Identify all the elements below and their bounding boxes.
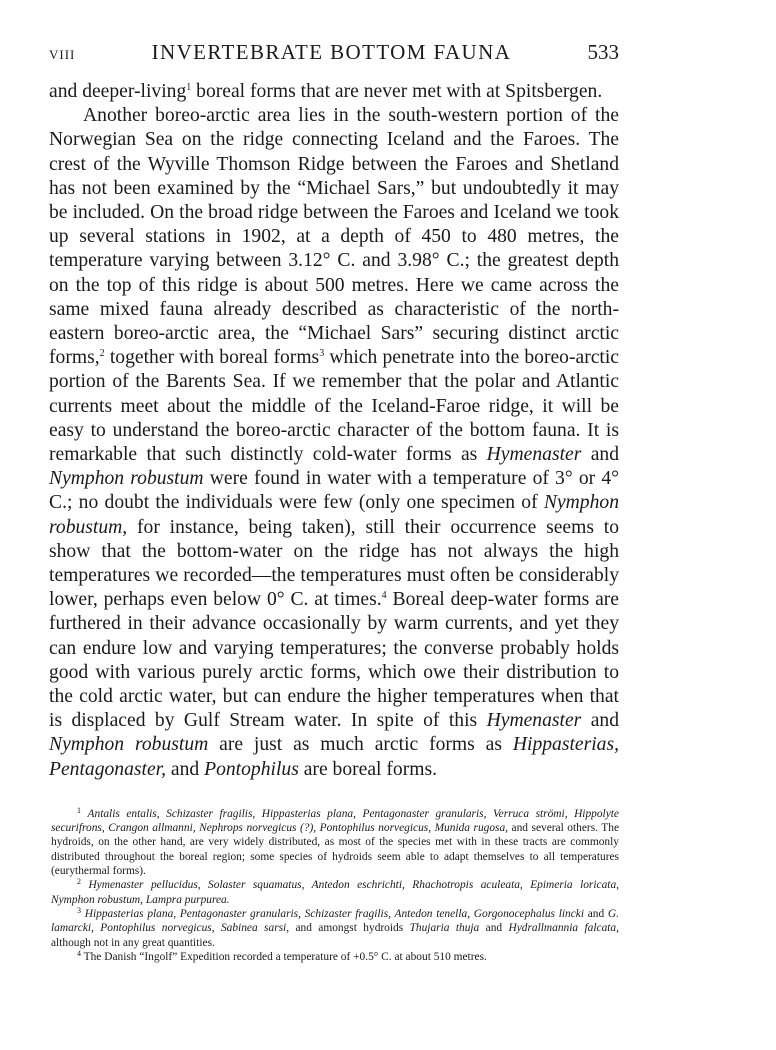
body-text (49, 80, 619, 782)
running-header (49, 40, 619, 72)
document-page (49, 40, 619, 964)
paragraph: Another boreo-arctic area lies in the south-western portion of the Norwegian Sea on the ridge connecting Iceland and the Faroes. The crest of the Wyville Thomson Ridge between the Faroes and Shetland has not been examined by the “Michael Sars,” but undoubtedly it may be included. On the broad ridge between the Faroes and Iceland we took up several stations in 1902, at a depth of 450 to 480 metres, the temperature varying between 3.12° C. and 3.98° C.; the greatest depth on the top of this ridge is about 500 metres. Here we came across the same mixed fauna already described as characteristic of the north-eastern boreo-arctic area, the “Michael Sars” securing distinct arctic forms,$^2$ together with boreal forms$^3$ which penetrate into the boreo-arctic portion of the Barents Sea. If we remember that the polar and Atlantic currents meet about the middle of the Iceland-Faroe ridge, it will be easy to understand the boreo-arctic character of the bottom fauna. It is remarkable that such distinctly cold-water forms as Hymenaster and Nymphon robustum were found in water with a temperature of 3° or 4° C.; no doubt the individuals were few (only one specimen of Nymphon robustum, for instance, being taken), still their occurrence seems to show that the bottom-water on the ridge has not always the high temperatures we recorded—the temperatures must often be considerably lower, perhaps even below 0° C. at times.$^4$ Boreal deep-water forms are furthered in their advance occasionally by warm currents, and yet they can endure low and varying temperatures; the converse probably holds good with various purely arctic forms, which owe their distribution to the cold arctic water, but can endure the higher temperatures when that is displaced by Gulf Stream water. In spite of this Hymenaster and Nymphon robustum are just as much arctic forms as Hippasterias, Pentagonaster, and Pontophilus are boreal forms. (49, 105, 619, 780)
footnote-ref: 1 (186, 82, 192, 93)
species-name: Pontophilus (204, 758, 299, 780)
footnotes (49, 807, 619, 964)
footnote-ref: 4 (381, 590, 387, 602)
footnote-2: $^2$ Hymenaster pellucidus, Solaster squamatus, Antedon eschrichti, Rhachotropis aculeata, Epimeria loricata, Nymphon robustum, Lampra purpurea. (51, 877, 619, 906)
species-name: Hymenaster (486, 710, 582, 732)
species-name: Nymphon robustum, (49, 492, 619, 538)
footnote-ref: 3 (319, 348, 325, 360)
species-name: Nymphon robustum (49, 468, 204, 490)
footnote-1: $^1$ Antalis entalis, Schizaster fragilis, Hippasterias plana, Pentagonaster granularis, Verruca strömi, Hippolyte securifrons, Crangon allmanni, Nephrops norvegicus (?), Pontophilus norvegicus, Munida rugosa, and several others. The hydroids, on the other hand, are very widely distributed, as most of the species met with in these tracts are commonly distributed throughout the boreal region; some species of hydroids seem able to adapt themselves to all temperatures (eurythermal forms). (51, 805, 620, 878)
species-name: Hippasterias, Pentagonaster, (49, 734, 619, 780)
running-title: INVERTEBRATE BOTTOM FAUNA (151, 40, 512, 64)
footnote-ref: 2 (99, 348, 105, 360)
species-name: Nymphon robustum (49, 734, 209, 756)
paragraph-continued: and deeper-living$^1$ boreal forms that are never met with at Spitsbergen. (49, 81, 603, 102)
page-number: 533 (587, 40, 619, 64)
species-name: Hymenaster (486, 444, 582, 466)
footnote-4: $^4$ The Danish “Ingolf” Expedition recorded a temperature of +0.5° C. at about 510 metres. (77, 948, 487, 963)
chapter-number: VIII (49, 47, 76, 62)
footnote-3: $^3$ Hippasterias plana, Pentagonaster granularis, Schizaster fragilis, Antedon tenella, Gorgonocephalus lincki and G. lamarcki, Pontophilus norvegicus, Sabinea sarsi, and amongst hydroids Thujaria thuja and Hydrallmannia falcata, although not in any great quantities. (51, 905, 619, 949)
